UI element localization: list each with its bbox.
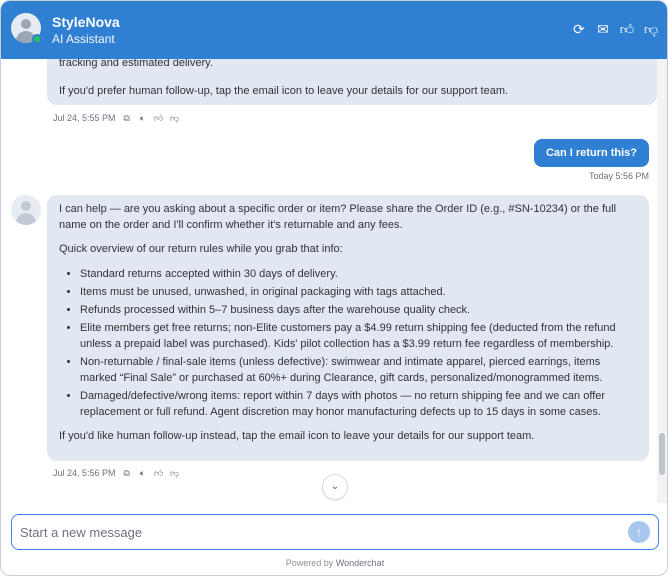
message-text: tracking and estimated delivery.	[59, 59, 213, 69]
header-actions	[571, 21, 659, 37]
thumbs-up-icon[interactable]: 👍︎	[619, 21, 635, 37]
arrow-up-icon: ↑	[636, 525, 642, 539]
assistant-subtitle: AI Assistant	[52, 32, 115, 46]
email-icon[interactable]: ✉	[597, 21, 609, 37]
thumbs-down-icon[interactable]: 👎︎	[169, 468, 180, 478]
list-item: • Refunds processed within 5–7 business days after the warehouse quality check.	[80, 302, 637, 318]
thumbs-down-icon[interactable]: 👎︎	[169, 113, 180, 123]
message-meta	[53, 113, 180, 123]
thumbs-up-icon[interactable]: 👍︎	[153, 468, 164, 478]
wonderchat-link[interactable]: Wonderchat	[335, 558, 385, 568]
message-list[interactable]	[1, 59, 668, 503]
speaker-icon[interactable]: 🔈︎	[139, 468, 146, 478]
speaker-icon[interactable]: 🔈︎	[139, 113, 146, 123]
bot-avatar	[11, 195, 41, 225]
list-item: • Damaged/defective/wrong items: report within 7 days with photos — no return shipping fee and we can offer replacement or full refund. Agent discretion may honor manufacturing defects up to 15 days in some cases.	[80, 388, 637, 420]
assistant-name: StyleNova	[52, 14, 120, 30]
message-closing: If you'd like human follow-up instead, tap the email icon to leave your details for our support team.	[59, 430, 535, 442]
list-item: • Elite members get free returns; non-Elite customers pay a $4.99 return shipping fee (deducted from the refund unless a prepaid label was purchased). Kids' pilot collection has a $3.99 return fee regardless of membership.	[80, 320, 637, 352]
scroll-to-bottom-button[interactable]	[322, 474, 348, 500]
chat-header	[1, 1, 668, 59]
refresh-icon[interactable]: ⟳	[573, 21, 585, 37]
bot-message	[47, 195, 649, 461]
thumbs-up-icon[interactable]: 👍︎	[153, 113, 164, 123]
message-text: If you'd prefer human follow-up, tap the email icon to leave your details for our support team.	[59, 85, 509, 97]
message-overview: Quick overview of our return rules while you grab that info:	[59, 243, 343, 255]
message-timestamp: Today 5:56 PM	[588, 171, 649, 181]
send-button[interactable]	[628, 521, 650, 543]
list-item: • Items must be unused, unwashed, in original packaging with tags attached.	[80, 284, 637, 300]
message-input[interactable]	[20, 523, 610, 541]
powered-by-label: Powered by	[285, 558, 334, 568]
message-timestamp: Jul 24, 5:55 PM	[53, 113, 116, 123]
message-intro: I can help — are you asking about a specific order or item? Please share the Order ID (e.g., #SN-10234) or the full name on the order and I'll confirm whether it's returnable and any fees.	[59, 203, 617, 231]
copy-icon[interactable]: ⧉	[123, 468, 130, 478]
thumbs-down-icon[interactable]: 👎︎	[643, 21, 659, 37]
user-message: Can I return this?	[534, 139, 649, 167]
bot-message-previous	[47, 59, 657, 105]
list-item: • Non-returnable / final-sale items (unless defective): swimwear and intimate apparel, pierced earrings, items marked “Final Sale” or purchased at 60%+ during Clearance, gift cards, personalized/monogrammed items.	[80, 354, 637, 386]
chevron-down-icon: ⌄	[330, 481, 340, 492]
copy-icon[interactable]: ⧉	[123, 113, 130, 123]
list-item: • Standard returns accepted within 30 days of delivery.	[80, 266, 637, 282]
message-composer	[11, 514, 659, 550]
scrollbar-thumb[interactable]	[659, 433, 665, 475]
powered-by	[1, 558, 668, 568]
message-meta	[53, 468, 180, 478]
scrollbar[interactable]	[657, 59, 667, 503]
return-rules-list	[59, 266, 637, 420]
message-timestamp: Jul 24, 5:56 PM	[53, 468, 116, 478]
online-status-dot	[32, 34, 42, 44]
